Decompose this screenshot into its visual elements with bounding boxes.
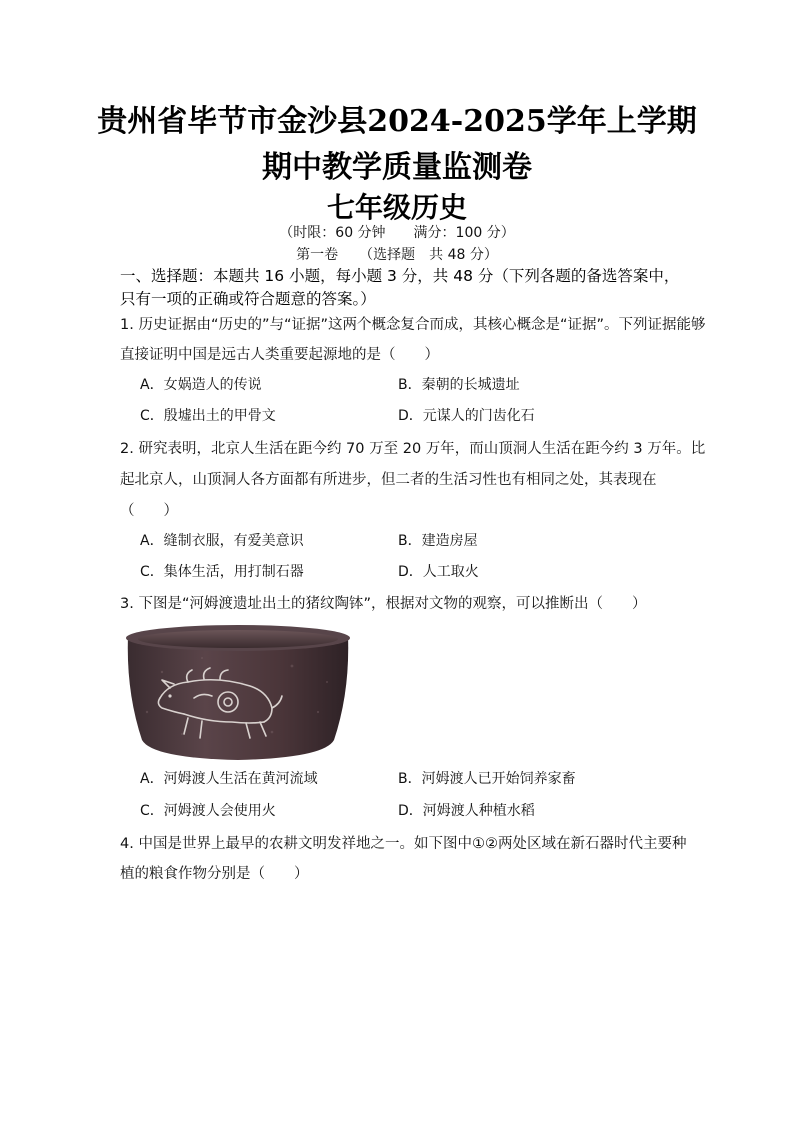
part-heading: 第一卷 （选择题 共 48 分）: [296, 247, 498, 263]
question-3-option-c[interactable]: C．河姆渡人会使用火: [140, 803, 276, 819]
exam-subject: 七年级历史: [326, 191, 467, 224]
question-1-line2: 直接证明中国是远古人类重要起源地的是（ ）: [120, 347, 439, 363]
question-2-line2: 起北京人，山顶洞人各方面都有所进步，但二者的生活习性也有相同之处，其表现在: [120, 472, 657, 488]
exam-title-line1: 贵州省毕节市金沙县2024-2025学年上学期: [97, 104, 697, 139]
question-1-option-b[interactable]: B．秦朝的长城遗址: [398, 377, 520, 393]
section-line1: 一、选择题：本题共 16 小题，每小题 3 分，共 48 分（下列各题的备选答案中，: [120, 267, 680, 285]
question-3-option-b[interactable]: B．河姆渡人已开始饲养家畜: [398, 771, 576, 787]
question-3-option-a[interactable]: A．河姆渡人生活在黄河流域: [140, 771, 318, 787]
time-limit: （时限：60 分钟 满分：100 分）: [279, 225, 515, 241]
question-4-line1: 4. 中国是世界上最早的农耕文明发祥地之一。如下图中①②两处区域在新石器时代主要种: [120, 836, 687, 852]
question-2-line3: （ ）: [120, 503, 178, 519]
exam-title-line2: 期中教学质量监测卷: [262, 150, 532, 185]
question-1-option-a[interactable]: A．女娲造人的传说: [140, 377, 262, 393]
question-1-option-d[interactable]: D．元谋人的门齿化石: [398, 408, 535, 424]
question-1-option-c[interactable]: C．殷墟出土的甲骨文: [140, 408, 276, 424]
question-2-option-b[interactable]: B．建造房屋: [398, 533, 478, 549]
question-2-option-a[interactable]: A．缝制衣服，有爱美意识: [140, 533, 304, 549]
question-3-option-d[interactable]: D．河姆渡人种植水稻: [398, 803, 535, 819]
question-2-option-d[interactable]: D．人工取火: [398, 564, 479, 580]
question-2-line1: 2. 研究表明，北京人生活在距今约 70 万至 20 万年，而山顶洞人生活在距今约 3 万年。比: [120, 441, 706, 457]
question-2-option-c[interactable]: C．集体生活，用打制石器: [140, 564, 304, 580]
question-3-line1: 3. 下图是“河姆渡遗址出土的猪纹陶钵”，根据对文物的观察，可以推断出（ ）: [120, 596, 647, 612]
pig-pottery-bowl-photo: [122, 622, 354, 762]
question-1-line1: 1. 历史证据由“历史的”与“证据”这两个概念复合而成，其核心概念是“证据”。下列证据能够: [120, 317, 706, 333]
question-4-line2: 植的粮食作物分别是（ ）: [120, 866, 309, 882]
section-line2: 只有一项的正确或符合题意的答案。）: [120, 290, 376, 308]
